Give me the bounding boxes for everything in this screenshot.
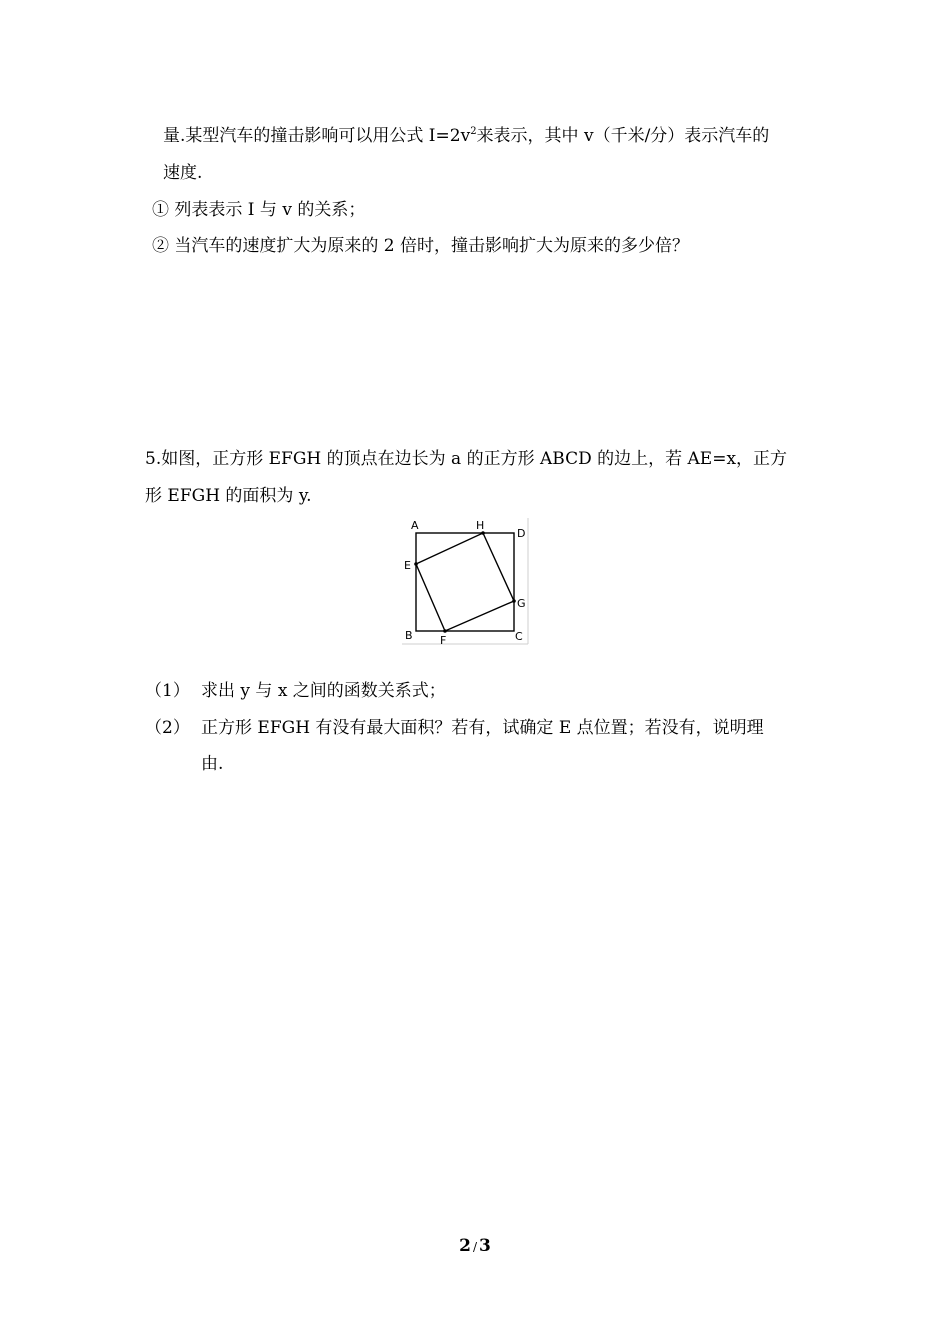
label-g: G xyxy=(517,597,526,610)
q5-part-2: （2） 正方形 EFGH 有没有最大面积？若有，试确定 E 点位置；若没有，说明理 xyxy=(145,718,764,738)
label-h: H xyxy=(476,519,485,532)
label-c: C xyxy=(515,630,523,643)
q4-line-1: 量.某型汽车的撞击影响可以用公式 $I=2v^2$来表示，其中 v（千米/分）表示汽车的 xyxy=(163,126,770,146)
q5-line-2: 形 EFGH 的面积为 y. xyxy=(145,486,312,506)
square-figure xyxy=(400,514,532,648)
page-number: 2 / 3 xyxy=(459,1236,491,1256)
q4-subquestion-1: ① 列表表示 I 与 v 的关系； xyxy=(152,200,366,220)
label-d: D xyxy=(517,527,526,540)
label-e: E xyxy=(404,559,411,572)
q4-line-2: 速度. xyxy=(163,163,203,183)
square-efgh xyxy=(416,533,514,631)
q5-part-1: （1） 求出 y 与 x 之间的函数关系式； xyxy=(145,681,446,701)
square-diagram xyxy=(400,514,532,648)
q5-line-1: 5.如图，正方形 EFGH 的顶点在边长为 a 的正方形 ABCD 的边上，若 AE=x，正方 xyxy=(145,449,788,469)
q4-subquestion-2: ② 当汽车的速度扩大为原来的 2 倍时，撞击影响扩大为原来的多少倍？ xyxy=(152,236,690,256)
q5-part-2-continuation: 由. xyxy=(201,754,224,774)
square-abcd xyxy=(416,533,514,631)
label-f: F xyxy=(440,634,447,647)
label-a: A xyxy=(411,519,419,532)
label-b: B xyxy=(405,629,413,642)
